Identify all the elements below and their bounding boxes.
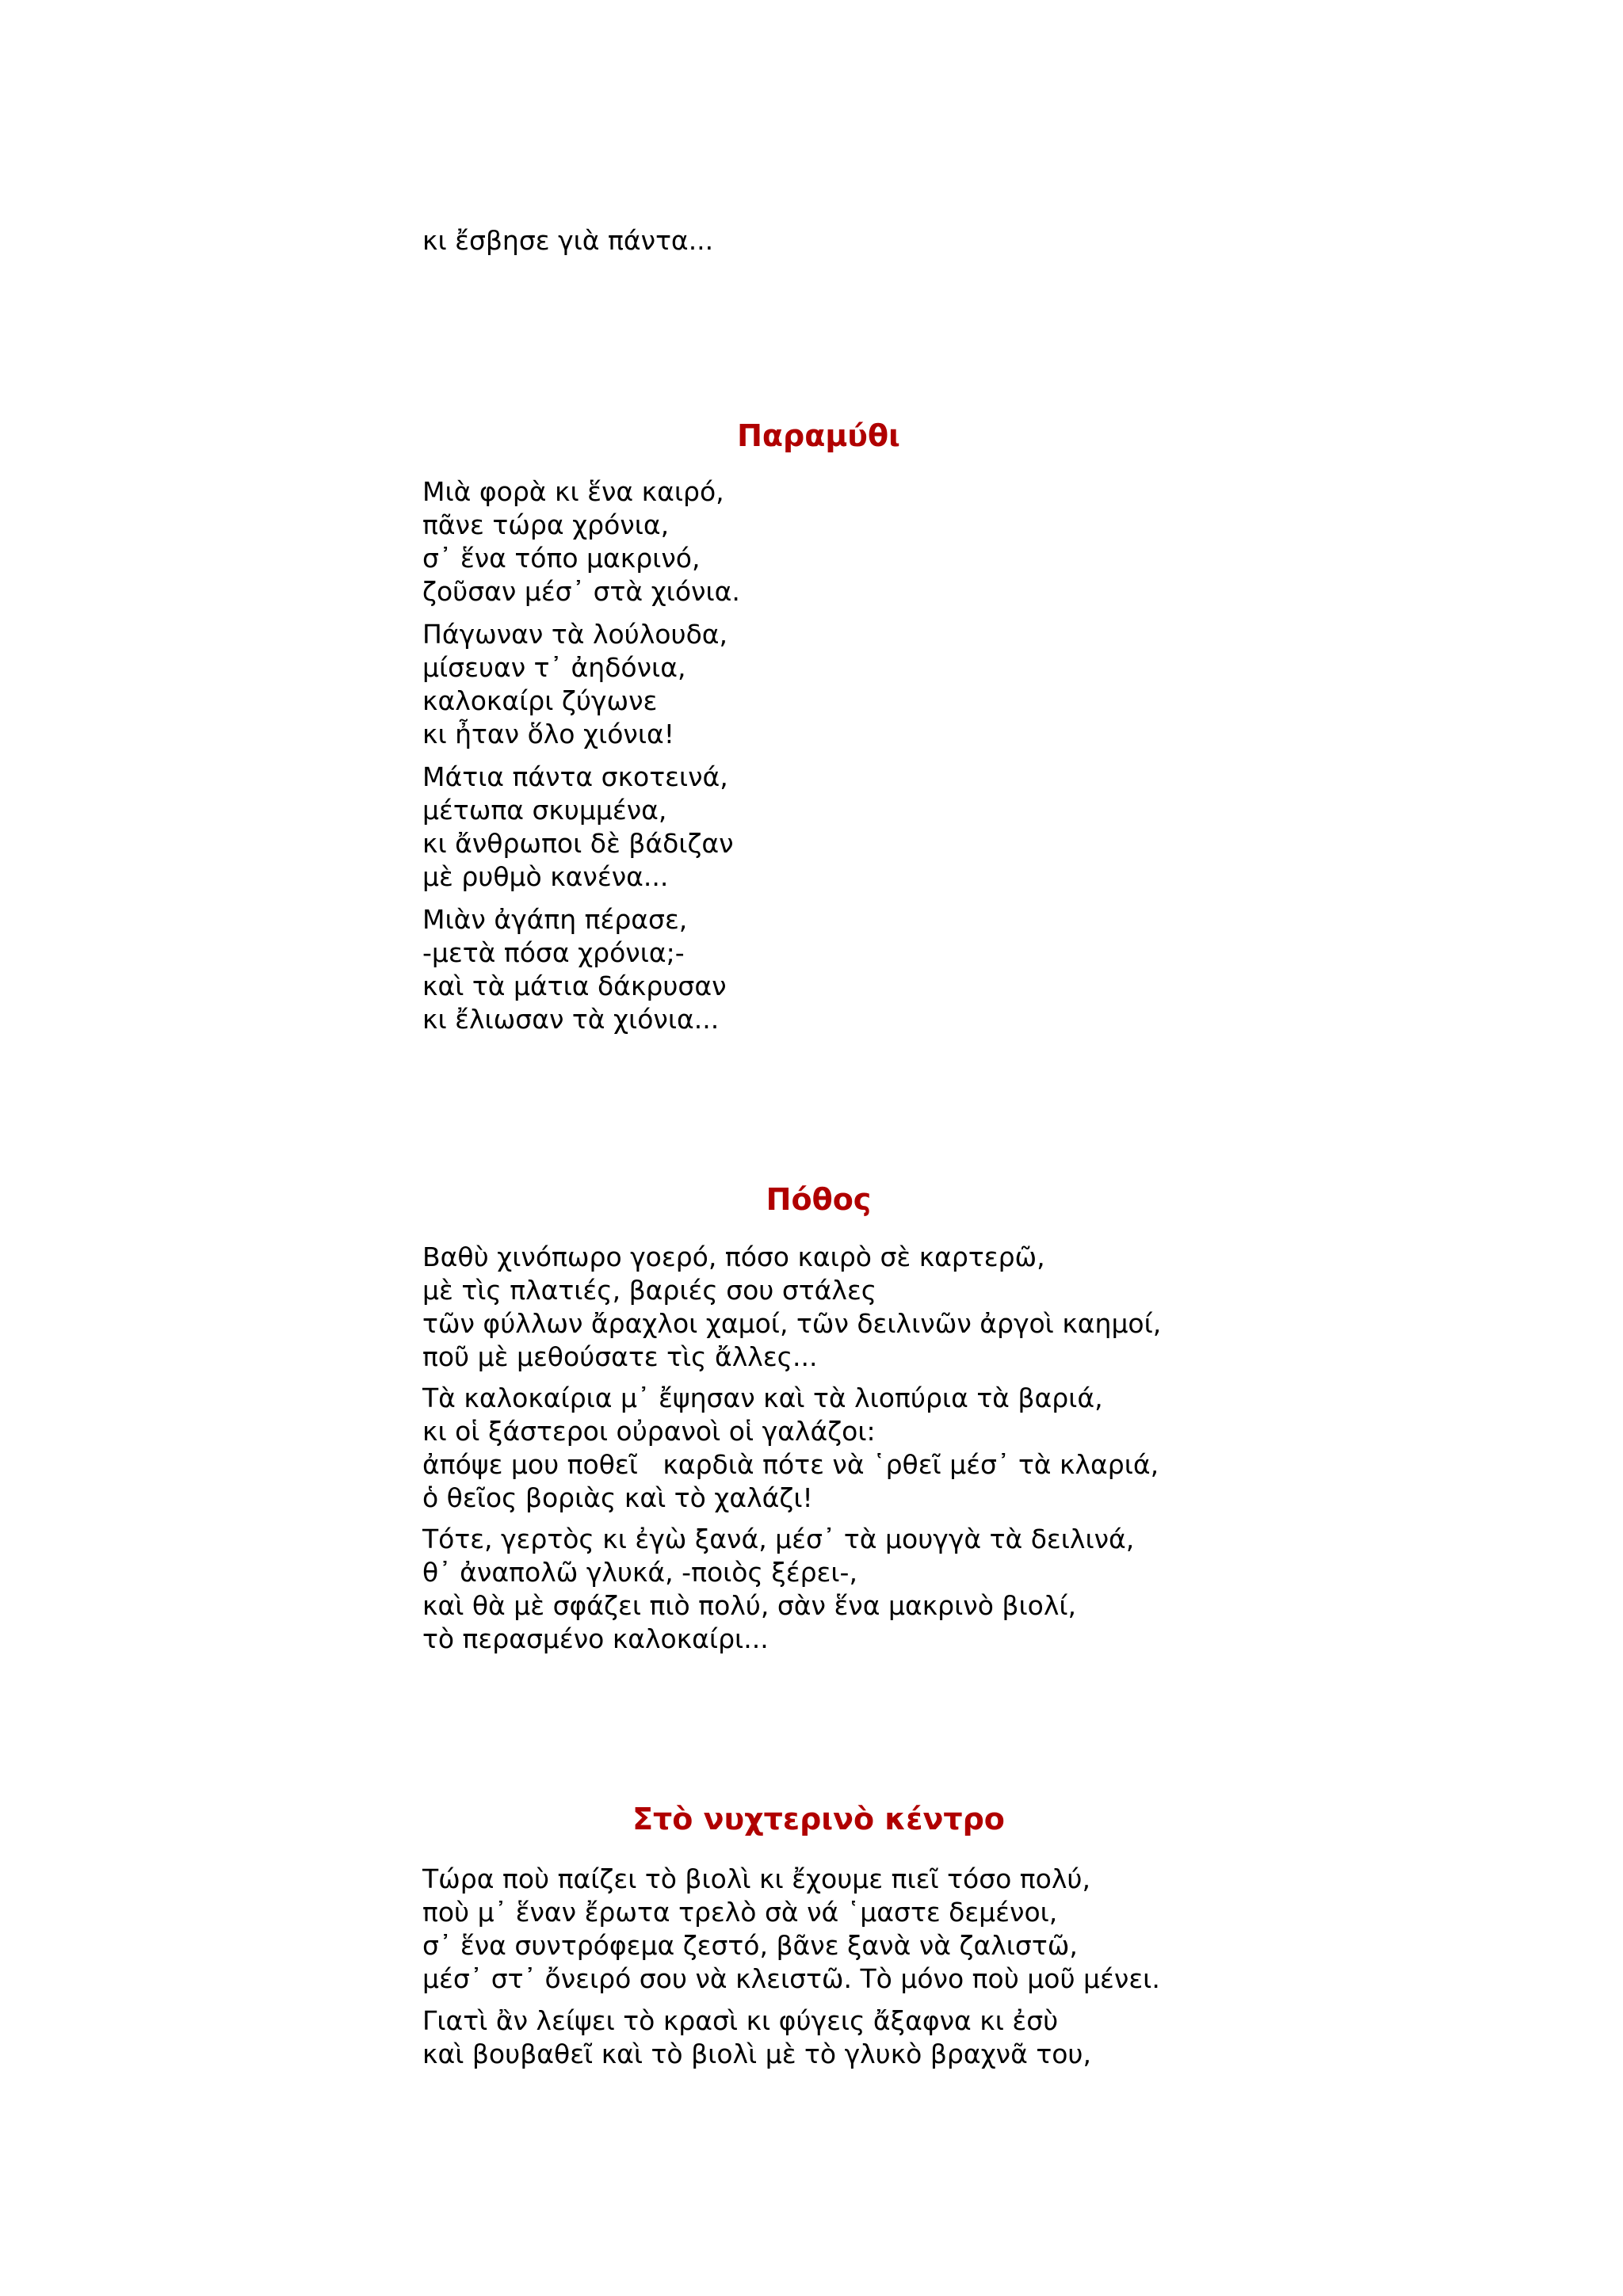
fragment-stanza: [422, 224, 713, 257]
poem-title: Παραμύθι: [737, 418, 900, 453]
poem-stanza: [422, 1382, 1159, 1515]
poem-line: μὲ ρυθμὸ κανένα...: [422, 861, 669, 892]
poem-line: κι ἔλιωσαν τὰ χιόνια...: [422, 1004, 720, 1035]
poem-line: Τὰ καλοκαίρια μ᾽ ἔψησαν καὶ τὰ λιοπύρια τὰ βαριά,: [422, 1383, 1103, 1413]
poem-line: σ᾽ ἕνα τόπο μακρινό,: [422, 543, 701, 574]
poem-stanza: [422, 761, 734, 894]
poem-line: κι ἔσβησε γιὰ πάντα...: [422, 225, 714, 256]
poem-line: θ᾽ ἀναπολῶ γλυκά, -ποιὸς ξέρει-,: [422, 1557, 857, 1588]
poem-line: Βαθὺ χινόπωρο γοερό, πόσο καιρὸ σὲ καρτερῶ,: [422, 1241, 1045, 1272]
poem-line: ποὺ μ᾽ ἕναν ἔρωτα τρελὸ σὰ νά ῾μαστε δεμένοι,: [422, 1897, 1058, 1928]
poem-line: καλοκαίρι ζύγωνε: [422, 685, 658, 716]
poem-line: μέσ᾽ στ᾽ ὄνειρό σου νὰ κλειστῶ. Τὸ μόνο ποὺ μοῦ μένει.: [422, 1963, 1160, 1994]
poem-line: καὶ θὰ μὲ σφάζει πιὸ πολύ, σὰν ἕνα μακρινὸ βιολί,: [422, 1590, 1076, 1621]
poem-line: Γιατὶ ἂν λείψει τὸ κρασὶ κι φύγεις ἄξαφνα κι ἐσὺ: [422, 2005, 1059, 2036]
poem-stanza: [422, 2004, 1091, 2071]
poem-line: τῶν φύλλων ἄραχλοι χαμοί, τῶν δειλινῶν ἀργοὶ καημοί,: [422, 1308, 1162, 1339]
poem-stanza: [422, 618, 727, 751]
poem-stanza: [422, 475, 740, 608]
poem-line: κι ἄνθρωποι δὲ βάδιζαν: [422, 828, 734, 859]
poem-line: Μιὰ φορὰ κι ἕνα καιρό,: [422, 476, 724, 507]
poem-stanza: [422, 1241, 1161, 1374]
poem-line: καὶ τὰ μάτια δάκρυσαν: [422, 971, 727, 1001]
poem-line: ζοῦσαν μέσ᾽ στὰ χιόνια.: [422, 576, 740, 607]
poem-line: τὸ περασμένο καλοκαίρι...: [422, 1623, 769, 1654]
poem-line: μίσευαν τ᾽ ἀηδόνια,: [422, 652, 686, 683]
poem-stanza: [422, 1523, 1134, 1656]
poem-line: ὁ θεῖος βοριὰς καὶ τὸ χαλάζι!: [422, 1482, 813, 1513]
poem-line: ἀπόψε μου ποθεῖ καρδιὰ πότε νὰ ῾ρθεῖ μέσ᾽ τὰ κλαριά,: [422, 1449, 1159, 1480]
poem-line: -μετὰ πόσα χρόνια;-: [422, 937, 685, 968]
poem-title: Πόθος: [766, 1182, 872, 1217]
poem-line: Μιὰν ἀγάπη πέρασε,: [422, 904, 688, 935]
poem-line: σ᾽ ἕνα συντρόφεμα ζεστό, βᾶνε ξανὰ νὰ ζαλιστῶ,: [422, 1930, 1078, 1961]
poem-stanza: [422, 903, 727, 1036]
poem-line: κι ἦταν ὅλο χιόνια!: [422, 719, 674, 749]
poem-line: Τότε, γερτὸς κι ἐγὼ ξανά, μέσ᾽ τὰ μουγγὰ τὰ δειλινά,: [422, 1524, 1135, 1554]
poem-line: Τώρα ποὺ παίζει τὸ βιολὶ κι ἔχουμε πιεῖ τόσο πολύ,: [422, 1863, 1090, 1894]
poem-title: Στὸ νυχτερινὸ κέντρο: [632, 1802, 1005, 1836]
poem-line: Μάτια πάντα σκοτεινά,: [422, 761, 728, 792]
poem-stanza: [422, 1863, 1160, 1996]
poem-line: Πάγωναν τὰ λούλουδα,: [422, 619, 728, 650]
poem-line: μὲ τὶς πλατιές, βαριές σου στάλες: [422, 1275, 877, 1306]
poem-line: καὶ βουβαθεῖ καὶ τὸ βιολὶ μὲ τὸ γλυκὸ βραχνᾶ του,: [422, 2039, 1091, 2069]
poem-line: πᾶνε τώρα χρόνια,: [422, 509, 670, 540]
poem-line: κι οἱ ξάστεροι οὐρανοὶ οἱ γαλάζοι:: [422, 1416, 876, 1447]
poem-line: ποῦ μὲ μεθούσατε τὶς ἄλλες...: [422, 1341, 818, 1372]
poem-line: μέτωπα σκυμμένα,: [422, 795, 667, 826]
